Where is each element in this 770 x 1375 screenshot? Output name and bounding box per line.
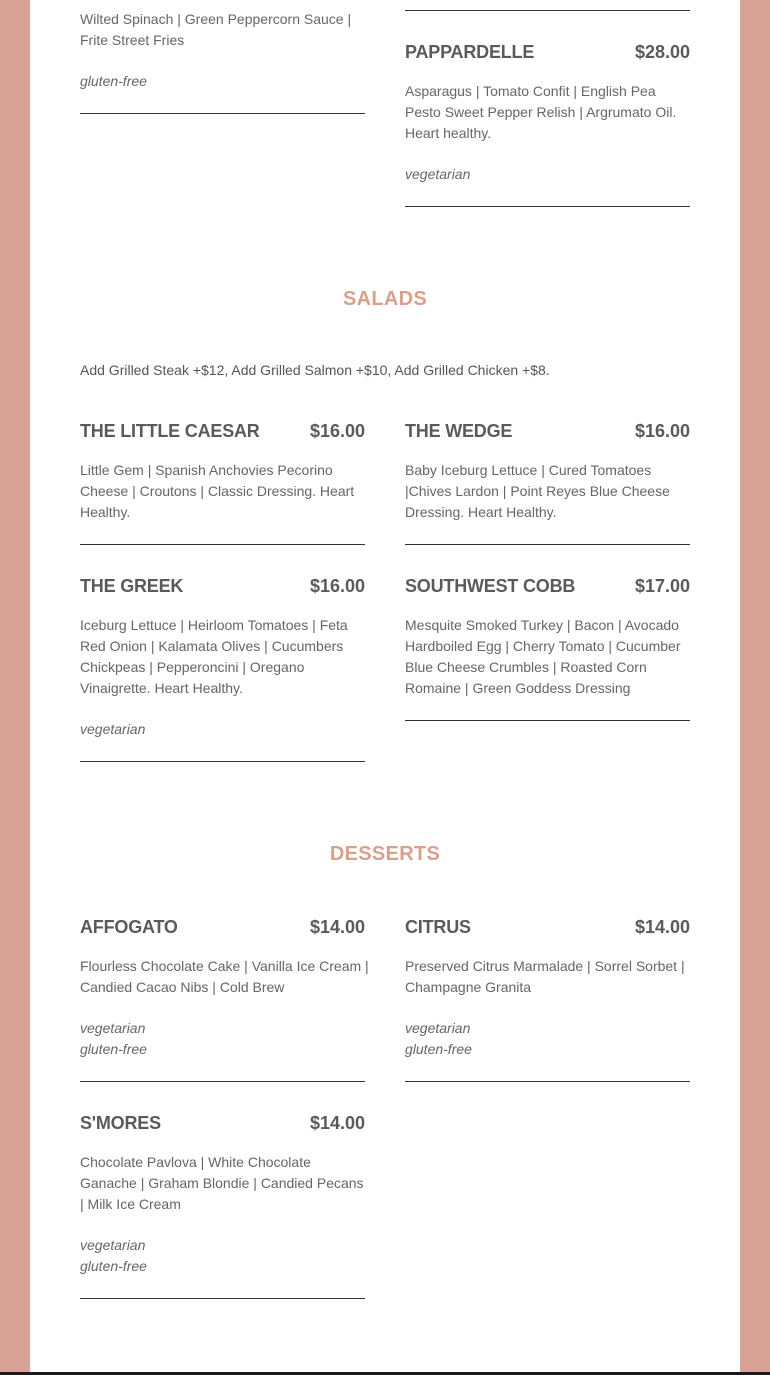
- item-price: $17.00: [634, 576, 690, 596]
- item-name: THE WEDGE: [405, 421, 513, 441]
- item-description: Iceburg Lettuce | Heirloom Tomatoes | Feta Red Onion | Kalamata Olives | Cucumbers Chickpeas | Pepperoncini | Oregano Vinaigrette. Heart Healthy.: [80, 617, 348, 696]
- item-price: $16.00: [309, 576, 365, 596]
- item-tag: vegetarian: [80, 1020, 146, 1036]
- item-price: $14.00: [634, 917, 690, 937]
- divider: [405, 720, 690, 721]
- item-description: Preserved Citrus Marmalade | Sorrel Sorbet | Champagne Granita: [405, 958, 685, 995]
- item-description: Little Gem | Spanish Anchovies Pecorino Cheese | Croutons | Classic Dressing. Heart Healthy.: [80, 462, 355, 520]
- item-name: AFFOGATO: [80, 917, 178, 937]
- section-title-salads: SALADS: [342, 288, 428, 310]
- item-description: Flourless Chocolate Cake | Vanilla Ice Cream | Candied Cacao Nibs | Cold Brew: [80, 958, 369, 995]
- item-price: $14.00: [309, 917, 365, 937]
- item-tag: gluten-free: [80, 1258, 147, 1274]
- divider: [405, 1081, 690, 1082]
- item-name: CITRUS: [405, 917, 471, 937]
- item-tag: vegetarian: [405, 166, 471, 182]
- item-name: S'MORES: [80, 1113, 161, 1133]
- item-tag: gluten-free: [80, 1041, 147, 1057]
- divider: [80, 1081, 365, 1082]
- item-name: SOUTHWEST COBB: [405, 576, 576, 596]
- divider: [405, 206, 690, 207]
- divider: [405, 10, 690, 11]
- item-price: $16.00: [309, 421, 365, 441]
- menu-page: [30, 0, 740, 1372]
- item-name: THE GREEK: [80, 576, 184, 596]
- item-tag: gluten-free: [405, 1041, 472, 1057]
- divider: [80, 113, 365, 114]
- divider: [405, 544, 690, 545]
- item-price: $28.00: [634, 42, 690, 62]
- salads-addon-note: Add Grilled Steak +$12, Add Grilled Salmon +$10, Add Grilled Chicken +$8.: [80, 362, 550, 378]
- item-tag: vegetarian: [405, 1020, 471, 1036]
- divider: [80, 1298, 365, 1299]
- item-name: THE LITTLE CAESAR: [80, 421, 260, 441]
- item-tag: vegetarian: [80, 1237, 146, 1253]
- item-price: $14.00: [309, 1113, 365, 1133]
- item-description: Baby Iceburg Lettuce | Cured Tomatoes |Chives Lardon | Point Reyes Blue Cheese Dressing. Heart Healthy.: [405, 462, 670, 520]
- item-name: PAPPARDELLE: [405, 42, 535, 62]
- section-title-desserts: DESSERTS: [329, 843, 441, 865]
- item-tag: vegetarian: [80, 721, 146, 737]
- item-description: Mesquite Smoked Turkey | Bacon | Avocado Hardboiled Egg | Cherry Tomato | Cucumber Blue Cheese Crumbles | Roasted Corn Romaine | Green Goddess Dressing: [405, 617, 681, 696]
- divider: [80, 544, 365, 545]
- item-tag: gluten-free: [80, 73, 147, 89]
- divider: [80, 761, 365, 762]
- item-description: Wilted Spinach | Green Peppercorn Sauce | Frite Street Fries: [80, 11, 352, 48]
- item-price: $16.00: [634, 421, 690, 441]
- item-description: Chocolate Pavlova | White Chocolate Ganache | Graham Blondie | Candied Pecans | Milk Ice Cream: [80, 1154, 364, 1212]
- item-description: Asparagus | Tomato Confit | English Pea Pesto Sweet Pepper Relish | Argrumato Oil. Heart healthy.: [405, 83, 677, 141]
